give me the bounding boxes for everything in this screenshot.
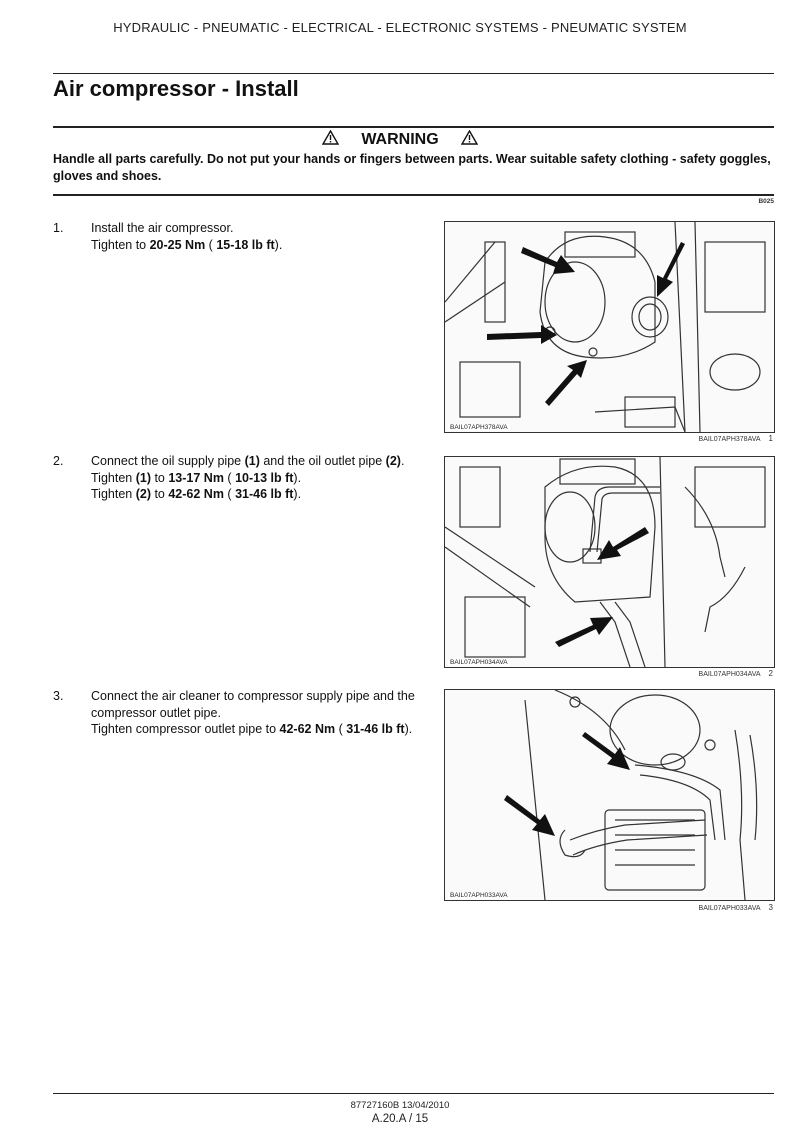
step-number: 1. — [53, 221, 64, 235]
header-rule — [53, 73, 774, 74]
warning-label: WARNING — [361, 131, 439, 148]
warning-triangle-icon — [461, 130, 478, 150]
step-torque: Tighten (1) to 13-17 Nm ( 10-13 lb ft). — [91, 470, 302, 485]
step-2 — [53, 453, 423, 503]
section-header: HYDRAULIC - PNEUMATIC - ELECTRICAL - ELECTRONIC SYSTEMS - PNEUMATIC SYSTEM — [113, 20, 687, 35]
warning-triangle-icon — [322, 130, 339, 150]
figure-caption: BAIL07APH033AVA 3 — [698, 903, 773, 912]
step-instruction: Connect the air cleaner to compressor supply pipe and the compressor outlet pipe. — [91, 689, 415, 720]
step-instruction: Install the air compressor. — [91, 221, 234, 235]
warning-heading — [0, 130, 800, 150]
warning-rule — [53, 194, 774, 196]
oil-pipe-illustration — [445, 457, 774, 667]
step-number: 3. — [53, 689, 64, 703]
step-3 — [53, 688, 423, 738]
page-number: A.20.A / 15 — [371, 1113, 429, 1125]
step-number: 2. — [53, 454, 64, 468]
warning-reference: B025 — [758, 198, 774, 205]
figure-1 — [444, 221, 775, 433]
step-torque: Tighten compressor outlet pipe to 42-62 Nm ( 31-46 lb ft). — [91, 722, 413, 736]
title-rule — [53, 126, 774, 128]
figure-3 — [444, 689, 775, 901]
compressor-illustration — [445, 222, 774, 432]
step-torque: Tighten (2) to 42-62 Nm ( 31-46 lb ft). — [91, 487, 302, 501]
warning-text: Handle all parts carefully. Do not put your hands or fingers between parts. Wear suitable safety clothing - safety goggles, gloves and shoes. — [53, 152, 771, 183]
figure-code: BAIL07APH378AVA — [450, 424, 508, 431]
step-instruction: Connect the oil supply pipe (1) and the oil outlet pipe (2). — [91, 454, 405, 468]
step-1 — [53, 220, 423, 253]
figure-caption: BAIL07APH378AVA 1 — [698, 434, 773, 443]
figure-code: BAIL07APH033AVA — [450, 892, 508, 899]
figure-2 — [444, 456, 775, 668]
air-pipe-illustration — [445, 690, 774, 900]
step-torque: Tighten to 20-25 Nm ( 15-18 lb ft). — [91, 237, 283, 252]
document-number: 87727160B 13/04/2010 — [350, 1100, 450, 1111]
footer-rule — [53, 1093, 774, 1094]
page-title: Air compressor - Install — [53, 76, 299, 101]
figure-caption: BAIL07APH034AVA 2 — [698, 669, 773, 678]
figure-code: BAIL07APH034AVA — [450, 659, 508, 666]
